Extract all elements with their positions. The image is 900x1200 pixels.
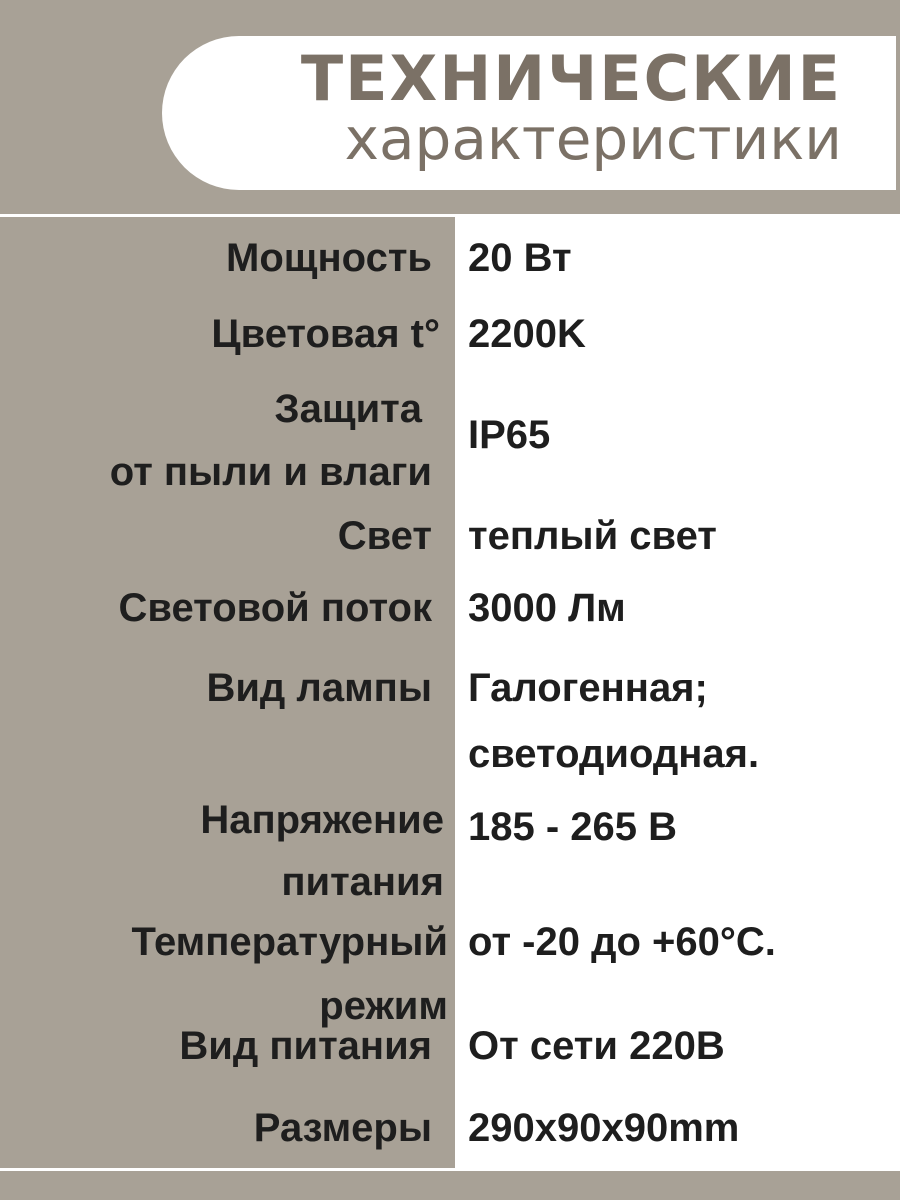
spec-label-light: Свет	[337, 514, 432, 558]
spec-label-voltage-line1: Напряжение	[200, 798, 444, 842]
spec-label-voltage-line2: питания	[281, 860, 444, 904]
spec-value-light: теплый свет	[468, 514, 717, 558]
spec-label-temperature-line2: режим	[319, 984, 448, 1028]
spec-label-protection-line1: Защита	[274, 387, 422, 431]
page-title: ТЕХНИЧЕСКИЕ	[300, 42, 842, 115]
spec-label-power-supply: Вид питания	[179, 1024, 432, 1068]
spec-value-voltage: 185 - 265 В	[468, 805, 678, 849]
spec-value-temperature: от -20 до +60°С.	[468, 920, 776, 964]
spec-value-dimensions: 290x90x90mm	[468, 1106, 740, 1150]
divider-bottom	[0, 1168, 900, 1171]
spec-value-protection: IP65	[468, 413, 551, 457]
spec-value-luminous-flux: 3000 Лм	[468, 586, 626, 630]
spec-value-power-supply: От сети 220В	[468, 1024, 725, 1068]
spec-value-color-temp: 2200K	[468, 312, 586, 356]
spec-label-lamp-type: Вид лампы	[206, 666, 432, 710]
spec-label-temperature-line1: Температурный	[131, 920, 448, 964]
spec-value-lamp-type-line2: светодиодная.	[468, 732, 760, 776]
spec-label-color-temp: Цветовая t°	[211, 312, 440, 356]
spec-value-power: 20 Вт	[468, 236, 572, 280]
spec-label-luminous-flux: Световой поток	[118, 586, 432, 630]
spec-value-lamp-type-line1: Галогенная;	[468, 666, 708, 710]
spec-label-dimensions: Размеры	[253, 1106, 432, 1150]
spec-label-power: Мощность	[226, 236, 432, 280]
page-subtitle: характеристики	[344, 105, 842, 173]
spec-label-protection-line2: от пыли и влаги	[109, 450, 432, 494]
